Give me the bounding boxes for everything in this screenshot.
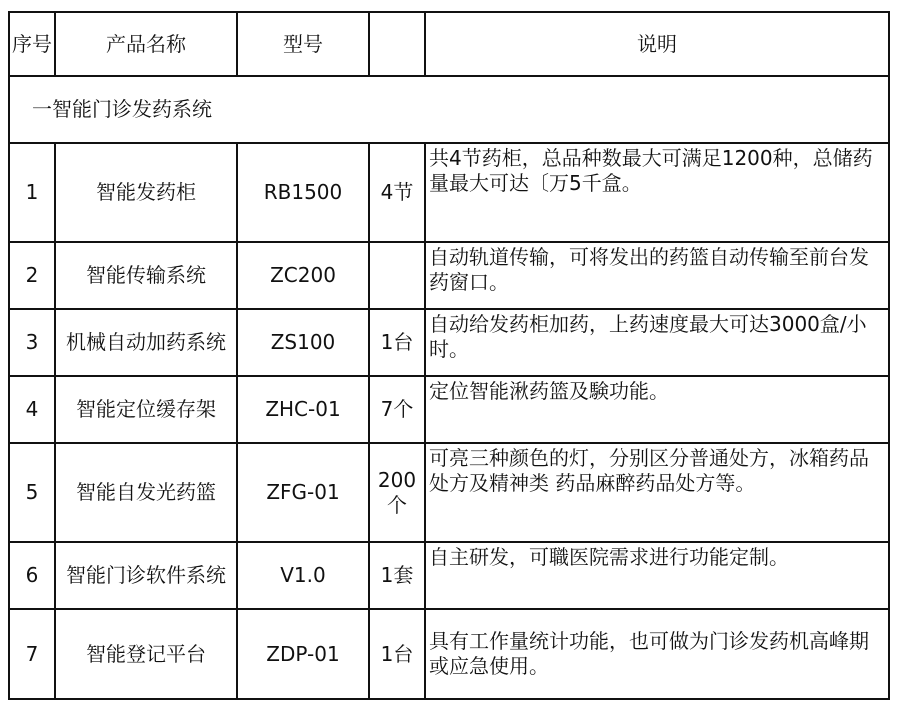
row-model: V1.0 [237,542,369,609]
row-no: 6 [9,542,55,609]
row-no: 7 [9,609,55,699]
row-desc: 具有工作量统计功能，也可做为门诊发药机高峰期或应急使用。 [425,609,889,699]
row-qty: 4节 [369,143,425,242]
row-qty [369,242,425,309]
row-no: 2 [9,242,55,309]
row-model: ZDP-01 [237,609,369,699]
row-qty: 1套 [369,542,425,609]
row-name: 智能发药柜 [55,143,237,242]
row-desc: 可亮三种颜色的灯，分别区分普通处方，冰箱药品处方及精神类 药品麻醉药品处方等。 [425,443,889,542]
row-name: 智能登记平台 [55,609,237,699]
table-row [9,309,889,376]
section-index: 一 [32,97,52,121]
section-title: 智能门诊发药系统 [52,97,212,121]
row-no: 3 [9,309,55,376]
row-desc: 共4节药柜，总品种数最大可满足1200种，总储药量最大可达〔万5千盒。 [425,143,889,242]
row-model: ZHC-01 [237,376,369,443]
table-row [9,542,889,609]
row-qty: 1台 [369,609,425,699]
header-model: 型号 [237,12,369,76]
row-no: 5 [9,443,55,542]
row-model: RB1500 [237,143,369,242]
header-name: 产品名称 [55,12,237,76]
product-table [8,11,890,700]
header-desc: 说明 [425,12,889,76]
table-row [9,376,889,443]
header-row [9,12,889,76]
row-desc: 自动给发药柜加药，上药速度最大可达3000盒/小时。 [425,309,889,376]
table-row [9,242,889,309]
row-desc: 定位智能湫药篮及験功能。 [425,376,889,443]
row-qty: 200个 [369,443,425,542]
row-name: 机械自动加药系统 [55,309,237,376]
table-row [9,143,889,242]
row-no: 1 [9,143,55,242]
header-qty [369,12,425,76]
row-desc: 自动轨道传输，可将发出的药篮自动传输至前台发药窗口。 [425,242,889,309]
table-row [9,609,889,699]
row-qty: 7个 [369,376,425,443]
section-cell [9,76,889,143]
row-model: ZS100 [237,309,369,376]
row-name: 智能自发光药篮 [55,443,237,542]
row-no: 4 [9,376,55,443]
section-row [9,76,889,143]
row-model: ZC200 [237,242,369,309]
row-qty: 1台 [369,309,425,376]
row-name: 智能传输系统 [55,242,237,309]
row-model: ZFG-01 [237,443,369,542]
header-no: 序号 [9,12,55,76]
row-desc: 自主研发，可職医院需求进行功能定制。 [425,542,889,609]
table-row [9,443,889,542]
row-name: 智能定位缓存架 [55,376,237,443]
row-name: 智能门诊软件系统 [55,542,237,609]
